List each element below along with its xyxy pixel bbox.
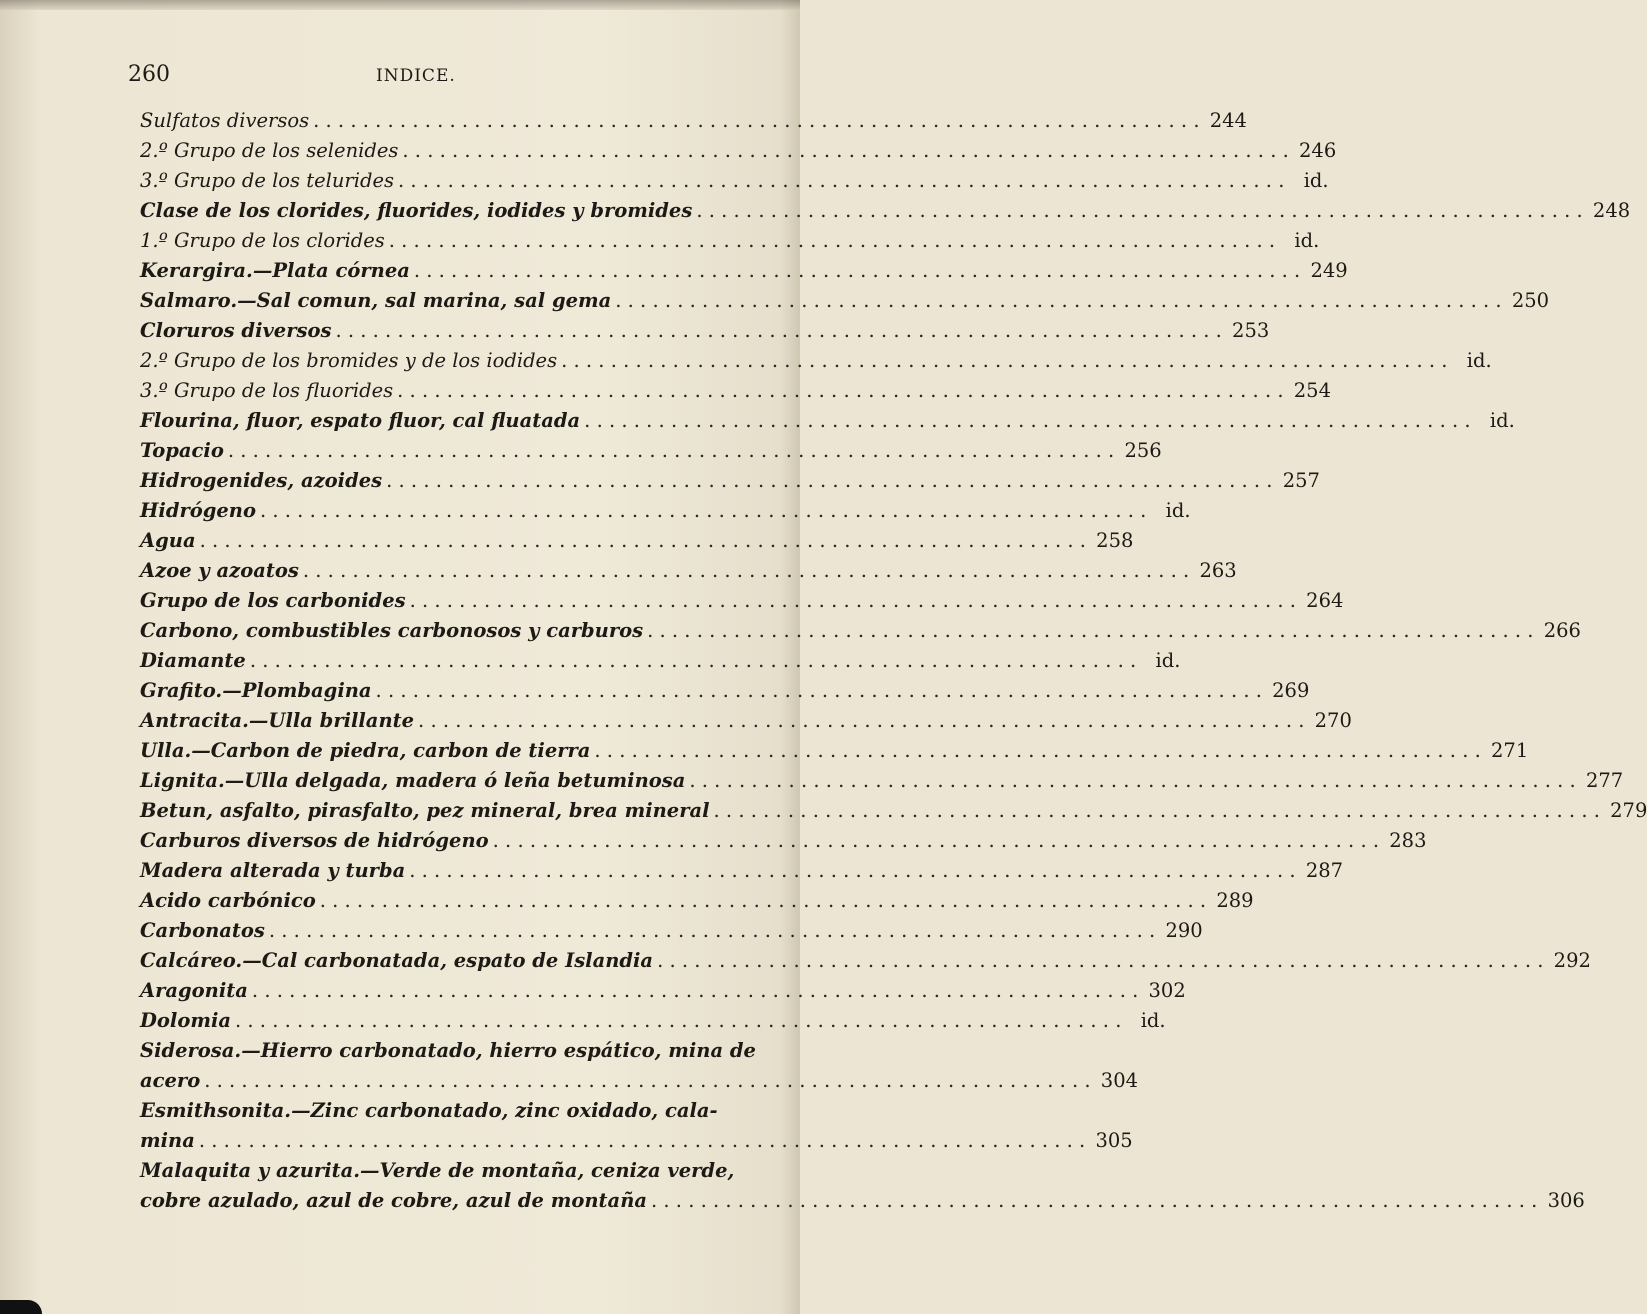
toc-entry — [140, 196, 1631, 226]
toc-entry-line — [140, 136, 1337, 166]
toc-page-number: 306 — [1547, 1189, 1585, 1212]
toc-entry — [140, 586, 1344, 616]
toc-entry-title: Topacio — [140, 439, 224, 462]
toc-entry-title: acero — [140, 1069, 201, 1092]
toc-entry — [140, 346, 1492, 376]
toc-entry-line — [140, 286, 1550, 316]
toc-entry-line — [140, 916, 1203, 946]
toc-entry-line — [140, 526, 1134, 556]
toc-entry — [140, 496, 1191, 526]
dot-leader — [393, 376, 1290, 406]
toc-entry-line — [140, 316, 1270, 346]
toc-page-number: 263 — [1199, 559, 1237, 582]
toc-entry-line — [140, 1096, 718, 1126]
toc-entry — [140, 136, 1337, 166]
toc-page-number: 302 — [1148, 979, 1186, 1002]
toc-entry-line — [140, 1156, 735, 1186]
dot-leader — [557, 346, 1454, 376]
toc-entry — [140, 376, 1331, 406]
toc-page-number: id. — [1294, 229, 1320, 252]
toc-entry — [140, 1006, 1166, 1036]
toc-entry-line — [140, 436, 1162, 466]
toc-entry-continuation — [140, 1126, 1133, 1156]
dot-leader — [710, 796, 1607, 826]
toc-entry-title: Siderosa.—Hierro carbonatado, hierro espático, mina de — [140, 1039, 756, 1062]
toc-page-number: id. — [1155, 649, 1181, 672]
toc-page-number: 264 — [1306, 589, 1344, 612]
toc-entry-line — [140, 706, 1352, 736]
table-of-contents — [140, 106, 1647, 1216]
toc-entry-title: Hidrogenides, azoides — [140, 469, 383, 492]
dot-leader — [414, 706, 1311, 736]
page-header — [128, 62, 678, 92]
toc-entry-line — [140, 616, 1581, 646]
toc-page-number: 248 — [1592, 199, 1631, 222]
toc-page-number: id. — [1140, 1009, 1166, 1032]
toc-page-number: id. — [1489, 409, 1515, 432]
toc-entry-line — [140, 466, 1320, 496]
toc-entry-line — [140, 406, 1515, 436]
toc-page-number: 250 — [1511, 289, 1550, 312]
toc-entry-line — [140, 1006, 1166, 1036]
toc-entry-title: Agua — [140, 529, 196, 552]
toc-entry-title: Dolomia — [140, 1009, 232, 1032]
toc-page-number: 256 — [1124, 439, 1162, 462]
toc-entry-line — [140, 196, 1631, 226]
dot-leader — [580, 406, 1477, 436]
toc-entry-continuation — [140, 1066, 1139, 1096]
dot-leader — [224, 436, 1121, 466]
toc-entry-line — [140, 766, 1624, 796]
toc-entry — [140, 886, 1254, 916]
toc-entry-title: Madera alterada y turba — [140, 859, 406, 882]
toc-entry — [140, 826, 1427, 856]
toc-entry-line — [140, 736, 1529, 766]
dot-leader — [246, 646, 1143, 676]
toc-entry-title: Carbono, combustibles carbonosos y carburos — [140, 619, 644, 642]
toc-entry-title: Carburos diversos de hidrógeno — [140, 829, 489, 852]
dot-leader — [200, 1066, 1097, 1096]
toc-page-number: 279 — [1610, 799, 1647, 822]
toc-entry-title: Sulfatos diversos — [140, 109, 310, 132]
toc-entry-title: Diamante — [140, 649, 246, 672]
dot-leader — [372, 676, 1269, 706]
toc-entry — [140, 676, 1310, 706]
toc-page-number: 258 — [1096, 529, 1134, 552]
toc-entry — [140, 286, 1550, 316]
toc-entry — [140, 1036, 1139, 1096]
toc-entry — [140, 766, 1624, 796]
toc-entry-line — [140, 796, 1647, 826]
toc-entry-title: Azoe y azoatos — [140, 559, 299, 582]
toc-entry-title: 3.º Grupo de los telurides — [140, 169, 395, 192]
dot-leader — [410, 256, 1307, 286]
toc-page-number: id. — [1165, 499, 1191, 522]
dot-leader — [398, 136, 1295, 166]
dot-leader — [611, 286, 1508, 316]
toc-entry-line — [140, 226, 1320, 256]
ink-blot — [0, 1300, 42, 1314]
toc-page-number: 283 — [1389, 829, 1427, 852]
dot-leader — [248, 976, 1145, 1006]
toc-page-number: 244 — [1209, 109, 1247, 132]
toc-page-number: 289 — [1216, 889, 1254, 912]
toc-entry-title: Aragonita — [140, 979, 248, 1002]
toc-entry-title: Lignita.—Ulla delgada, madera ó leña betuminosa — [140, 769, 686, 792]
toc-entry-line — [140, 346, 1492, 376]
toc-entry — [140, 646, 1181, 676]
dot-leader — [590, 736, 1487, 766]
dot-leader — [406, 586, 1303, 616]
toc-entry-title: Esmithsonita.—Zinc carbonatado, zinc oxidado, cala- — [140, 1099, 718, 1122]
toc-entry-title: 3.º Grupo de los fluorides — [140, 379, 394, 402]
toc-page-number: 253 — [1232, 319, 1270, 342]
toc-entry — [140, 916, 1203, 946]
dot-leader — [489, 826, 1386, 856]
toc-entry — [140, 736, 1529, 766]
toc-entry-title: Carbonatos — [140, 919, 265, 942]
dot-leader — [692, 196, 1589, 226]
dot-leader — [405, 856, 1302, 886]
toc-entry — [140, 166, 1329, 196]
toc-entry — [140, 1096, 1133, 1156]
toc-entry-title: Betun, asfalto, pirasfalto, pez mineral, brea mineral — [140, 799, 710, 822]
toc-entry-title: Hidrógeno — [140, 499, 256, 522]
dot-leader — [394, 166, 1291, 196]
toc-entry-line — [140, 1036, 756, 1066]
dot-leader — [643, 616, 1540, 646]
toc-entry-line — [140, 556, 1237, 586]
toc-page-number: 271 — [1491, 739, 1529, 762]
toc-entry — [140, 106, 1247, 136]
toc-page-number: 292 — [1553, 949, 1591, 972]
toc-entry — [140, 466, 1320, 496]
toc-entry — [140, 706, 1352, 736]
toc-entry-title: 2.º Grupo de los bromides y de los iodides — [140, 349, 558, 372]
toc-entry — [140, 946, 1591, 976]
toc-entry-title: Cloruros diversos — [140, 319, 332, 342]
toc-page-number: 254 — [1293, 379, 1331, 402]
dot-leader — [309, 106, 1206, 136]
toc-entry-line — [140, 826, 1427, 856]
page-number: 260 — [128, 62, 170, 87]
toc-entry — [140, 526, 1134, 556]
toc-page-number: 304 — [1100, 1069, 1139, 1092]
toc-entry — [140, 856, 1344, 886]
toc-entry-line — [140, 376, 1331, 406]
toc-entry — [140, 406, 1515, 436]
toc-entry-line — [140, 646, 1181, 676]
toc-entry-line — [140, 496, 1191, 526]
dot-leader — [299, 556, 1196, 586]
toc-entry — [140, 796, 1647, 826]
dot-leader — [256, 496, 1153, 526]
dot-leader — [653, 946, 1550, 976]
toc-page-number: 246 — [1299, 139, 1337, 162]
toc-entry-title: Grupo de los carbonides — [140, 589, 406, 612]
toc-entry-line — [140, 886, 1254, 916]
toc-entry — [140, 1156, 1585, 1216]
toc-entry-line — [140, 676, 1310, 706]
toc-entry-continuation — [140, 1186, 1585, 1216]
dot-leader — [196, 526, 1093, 556]
toc-page-number: 270 — [1314, 709, 1352, 732]
toc-entry-line — [140, 166, 1329, 196]
toc-entry-line — [140, 586, 1344, 616]
toc-entry — [140, 436, 1162, 466]
toc-entry — [140, 226, 1320, 256]
toc-entry-title: Antracita.—Ulla brillante — [140, 709, 415, 732]
toc-entry-line — [140, 976, 1186, 1006]
dot-leader — [647, 1186, 1544, 1216]
toc-entry-line — [140, 256, 1348, 286]
running-head: INDICE. — [376, 66, 456, 86]
toc-entry — [140, 976, 1186, 1006]
toc-entry — [140, 616, 1581, 646]
toc-entry-title: Malaquita y azurita.—Verde de montaña, ceniza verde, — [140, 1159, 735, 1182]
dot-leader — [685, 766, 1582, 796]
toc-page-number: 277 — [1585, 769, 1624, 792]
dot-leader — [382, 466, 1279, 496]
dot-leader — [385, 226, 1282, 256]
dot-leader — [231, 1006, 1128, 1036]
toc-entry-title: Grafito.—Plombagina — [140, 679, 372, 702]
toc-entry-title: 1.º Grupo de los clorides — [140, 229, 385, 252]
toc-page-number: 266 — [1543, 619, 1581, 642]
toc-entry-line — [140, 946, 1591, 976]
toc-entry-title: cobre azulado, azul de cobre, azul de montaña — [140, 1189, 647, 1212]
toc-entry-title: Salmaro.—Sal comun, sal marina, sal gema — [140, 289, 612, 312]
toc-entry-title: mina — [140, 1129, 195, 1152]
toc-entry-title: Acido carbónico — [140, 889, 316, 912]
dot-leader — [265, 916, 1162, 946]
toc-page-number: 249 — [1310, 259, 1348, 282]
toc-entry — [140, 316, 1270, 346]
toc-entry-title: 2.º Grupo de los selenides — [140, 139, 399, 162]
toc-entry-line — [140, 106, 1247, 136]
toc-entry-line — [140, 856, 1344, 886]
toc-entry-title: Flourina, fluor, espato fluor, cal fluatada — [140, 409, 581, 432]
toc-page-number: id. — [1303, 169, 1329, 192]
toc-page-number: 287 — [1305, 859, 1344, 882]
toc-entry — [140, 556, 1237, 586]
page-top-edge — [0, 0, 800, 10]
toc-entry-title: Calcáreo.—Cal carbonatada, espato de Islandia — [140, 949, 654, 972]
toc-entry-title: Kerargira.—Plata córnea — [140, 259, 410, 282]
dot-leader — [316, 886, 1213, 916]
toc-entry-title: Ulla.—Carbon de piedra, carbon de tierra — [140, 739, 591, 762]
toc-entry-title: Clase de los clorides, fluorides, iodides y bromides — [140, 199, 693, 222]
toc-page-number: 257 — [1282, 469, 1320, 492]
toc-page-number: 305 — [1095, 1129, 1133, 1152]
dot-leader — [331, 316, 1228, 346]
toc-entry — [140, 256, 1348, 286]
dot-leader — [195, 1126, 1092, 1156]
toc-page-number: 269 — [1272, 679, 1310, 702]
toc-page-number: id. — [1466, 349, 1492, 372]
toc-page-number: 290 — [1165, 919, 1203, 942]
